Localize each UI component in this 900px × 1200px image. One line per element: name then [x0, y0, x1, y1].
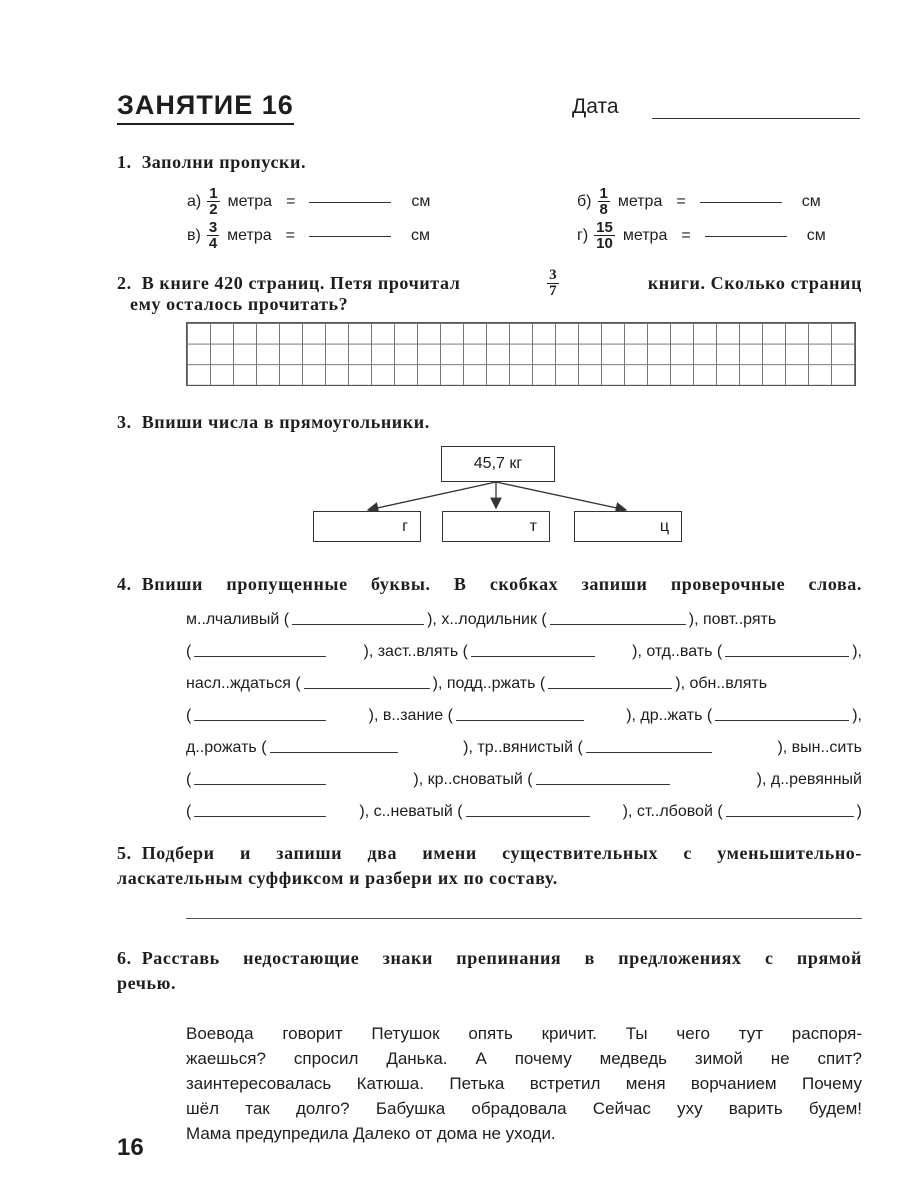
fraction-numerator: 1 [209, 185, 218, 202]
task-4-row-2 [186, 643, 862, 661]
check-word-blank[interactable] [270, 752, 398, 753]
task-6-line-2: речью. [117, 973, 177, 993]
task-4-row-3 [186, 675, 862, 693]
check-word-blank[interactable] [466, 816, 590, 817]
task-text: В книге 420 страниц. Петя прочитал [141, 273, 461, 293]
task-4-row-5 [186, 739, 862, 757]
check-word-blank[interactable] [304, 688, 430, 689]
item-word: метра [227, 192, 273, 210]
word-text: ), обн..влять [675, 675, 768, 692]
fraction [594, 220, 615, 251]
task-1-item-a [187, 186, 430, 217]
task-3-heading [117, 412, 430, 433]
fraction-denominator: 10 [596, 235, 613, 252]
unit-label: т [529, 517, 537, 535]
fraction-numerator: 3 [549, 267, 558, 283]
word-text: ), х..лодильник ( [427, 611, 547, 628]
word-text: ), д..ревянный [756, 771, 862, 788]
word-text: д..рожать ( [186, 739, 267, 756]
task-1-heading [117, 152, 306, 173]
check-word-blank[interactable] [292, 624, 424, 625]
task-1-item-b [577, 186, 821, 217]
paragraph-line: Мама предупредила Далеко от дома не уходи. [186, 1124, 556, 1143]
task-number: 2. [117, 273, 132, 293]
task-4-row-4 [186, 707, 862, 725]
task-text: Впиши пропущенные буквы. В скобках запиши проверочные слова. [141, 574, 862, 594]
answer-grid[interactable] [186, 322, 856, 386]
word-text: насл..ждаться ( [186, 675, 301, 692]
check-word-blank[interactable] [194, 816, 326, 817]
equals-sign: = [285, 226, 296, 244]
item-word: метра [622, 226, 668, 244]
equals-sign: = [676, 192, 686, 210]
word-text: ( [186, 803, 192, 820]
word-text: ( [186, 643, 192, 660]
word-text: ), др..жать ( [626, 707, 713, 724]
word-text: ), подд..ржать ( [432, 675, 546, 692]
task-4-heading [117, 574, 862, 595]
mass-value: 45,7 кг [473, 455, 523, 472]
word-text: ), с..неватый ( [359, 803, 463, 820]
answer-blank[interactable] [705, 235, 787, 237]
word-text: ), отд..вать ( [632, 643, 723, 660]
task-number: 3. [117, 412, 132, 432]
task-1-item-g [577, 220, 826, 251]
check-word-blank[interactable] [456, 720, 584, 721]
task-number: 5. [117, 843, 132, 863]
fraction-numerator: 15 [596, 219, 613, 236]
item-letter: г) [577, 226, 589, 244]
fraction [207, 186, 219, 217]
word-text: ( [186, 707, 192, 724]
fraction-denominator: 8 [599, 201, 608, 218]
word-text: ), в..зание ( [368, 707, 453, 724]
date-label: Дата [572, 95, 619, 118]
page-number: 16 [117, 1134, 144, 1161]
unit-label: г [402, 517, 408, 535]
task-2-line-2: ему осталось прочитать? [130, 294, 349, 314]
check-word-blank[interactable] [548, 688, 672, 689]
equals-sign: = [286, 192, 296, 210]
unit-label: ц [659, 517, 669, 535]
check-word-blank[interactable] [715, 720, 849, 721]
mass-box-tonnes[interactable] [442, 511, 550, 542]
check-word-blank[interactable] [471, 656, 595, 657]
task-text: Заполни пропуски. [141, 152, 307, 172]
check-word-blank[interactable] [194, 784, 326, 785]
paragraph-line: заинтересовалась Катюша. Петька встретил меня ворчанием Почему [186, 1074, 862, 1093]
lesson-title: ЗАНЯТИЕ 16 [117, 90, 294, 125]
word-text: ), вын..сить [777, 739, 862, 756]
paragraph-line: шёл так долго? Бабушка обрадовала Сейчас уху варить будем! [186, 1099, 862, 1118]
task-text: Впиши числа в прямоугольники. [141, 412, 430, 432]
equals-sign: = [681, 226, 691, 244]
word-text: ), тр..вянистый ( [463, 739, 583, 756]
check-word-blank[interactable] [726, 816, 854, 817]
item-letter: а) [187, 192, 202, 210]
fraction-denominator: 7 [549, 283, 558, 299]
item-unit: см [801, 192, 821, 210]
task-1-item-v [187, 220, 430, 251]
fraction [547, 268, 559, 299]
task-4-row-6 [186, 771, 862, 789]
check-word-blank[interactable] [550, 624, 686, 625]
date-input-line[interactable] [652, 118, 860, 119]
task-6-heading [117, 948, 862, 969]
task-6-paragraph [186, 1021, 862, 1146]
item-word: метра [227, 226, 272, 244]
task-text: книги. Сколько страниц [647, 273, 862, 293]
check-word-blank[interactable] [536, 784, 670, 785]
task-5-answer-line[interactable] [186, 918, 862, 919]
word-text: ), ст..лбовой ( [622, 803, 723, 820]
check-word-blank[interactable] [586, 752, 712, 753]
task-number: 4. [117, 574, 132, 594]
task-number: 6. [117, 948, 132, 968]
paragraph-line: Воевода говорит Петушок опять кричит. Ты чего тут распоря- [186, 1024, 862, 1043]
word-text: ( [186, 771, 192, 788]
word-text: ), [852, 643, 862, 660]
mass-box-top [441, 446, 555, 482]
check-word-blank[interactable] [194, 720, 326, 721]
task-5-heading [117, 843, 862, 864]
word-text: ), заст..влять ( [363, 643, 468, 660]
word-text: ), кр..сноватый ( [413, 771, 533, 788]
task-text: Подбери и запиши два имени существительных с уменьшительно- [141, 843, 862, 863]
fraction-denominator: 4 [208, 235, 218, 252]
task-5-line-2: ласкательным суффиксом и разбери их по составу. [117, 868, 558, 888]
answer-blank[interactable] [309, 201, 391, 203]
fraction [207, 220, 219, 251]
item-unit: см [411, 192, 431, 210]
task-4-row-7 [186, 803, 862, 821]
arrow-left [368, 482, 496, 510]
mass-box-centners[interactable] [574, 511, 682, 542]
paragraph-line: жаешься? спросил Данька. А почему медведь зимой не спит? [186, 1049, 862, 1068]
task-4-row-1 [186, 611, 862, 629]
word-text: ), [852, 707, 862, 724]
fraction-denominator: 2 [209, 201, 218, 218]
task-number: 1. [117, 152, 132, 172]
check-word-blank[interactable] [725, 656, 849, 657]
fraction-numerator: 1 [599, 185, 608, 202]
fraction-numerator: 3 [208, 219, 218, 236]
arrow-right [496, 482, 626, 510]
item-word: метра [617, 192, 663, 210]
item-unit: см [806, 226, 826, 244]
check-word-blank[interactable] [194, 656, 326, 657]
task-text: Расставь недостающие знаки препинания в предложениях с прямой [141, 948, 862, 968]
item-letter: б) [577, 192, 592, 210]
word-text: ), повт..рять [688, 611, 777, 628]
item-unit: см [411, 226, 431, 244]
word-text: ) [856, 803, 862, 820]
fraction [598, 186, 610, 217]
answer-blank[interactable] [309, 235, 391, 237]
word-text: м..лчаливый ( [186, 611, 290, 628]
item-letter: в) [187, 226, 201, 244]
mass-box-grams[interactable] [313, 511, 421, 542]
answer-blank[interactable] [700, 201, 782, 203]
